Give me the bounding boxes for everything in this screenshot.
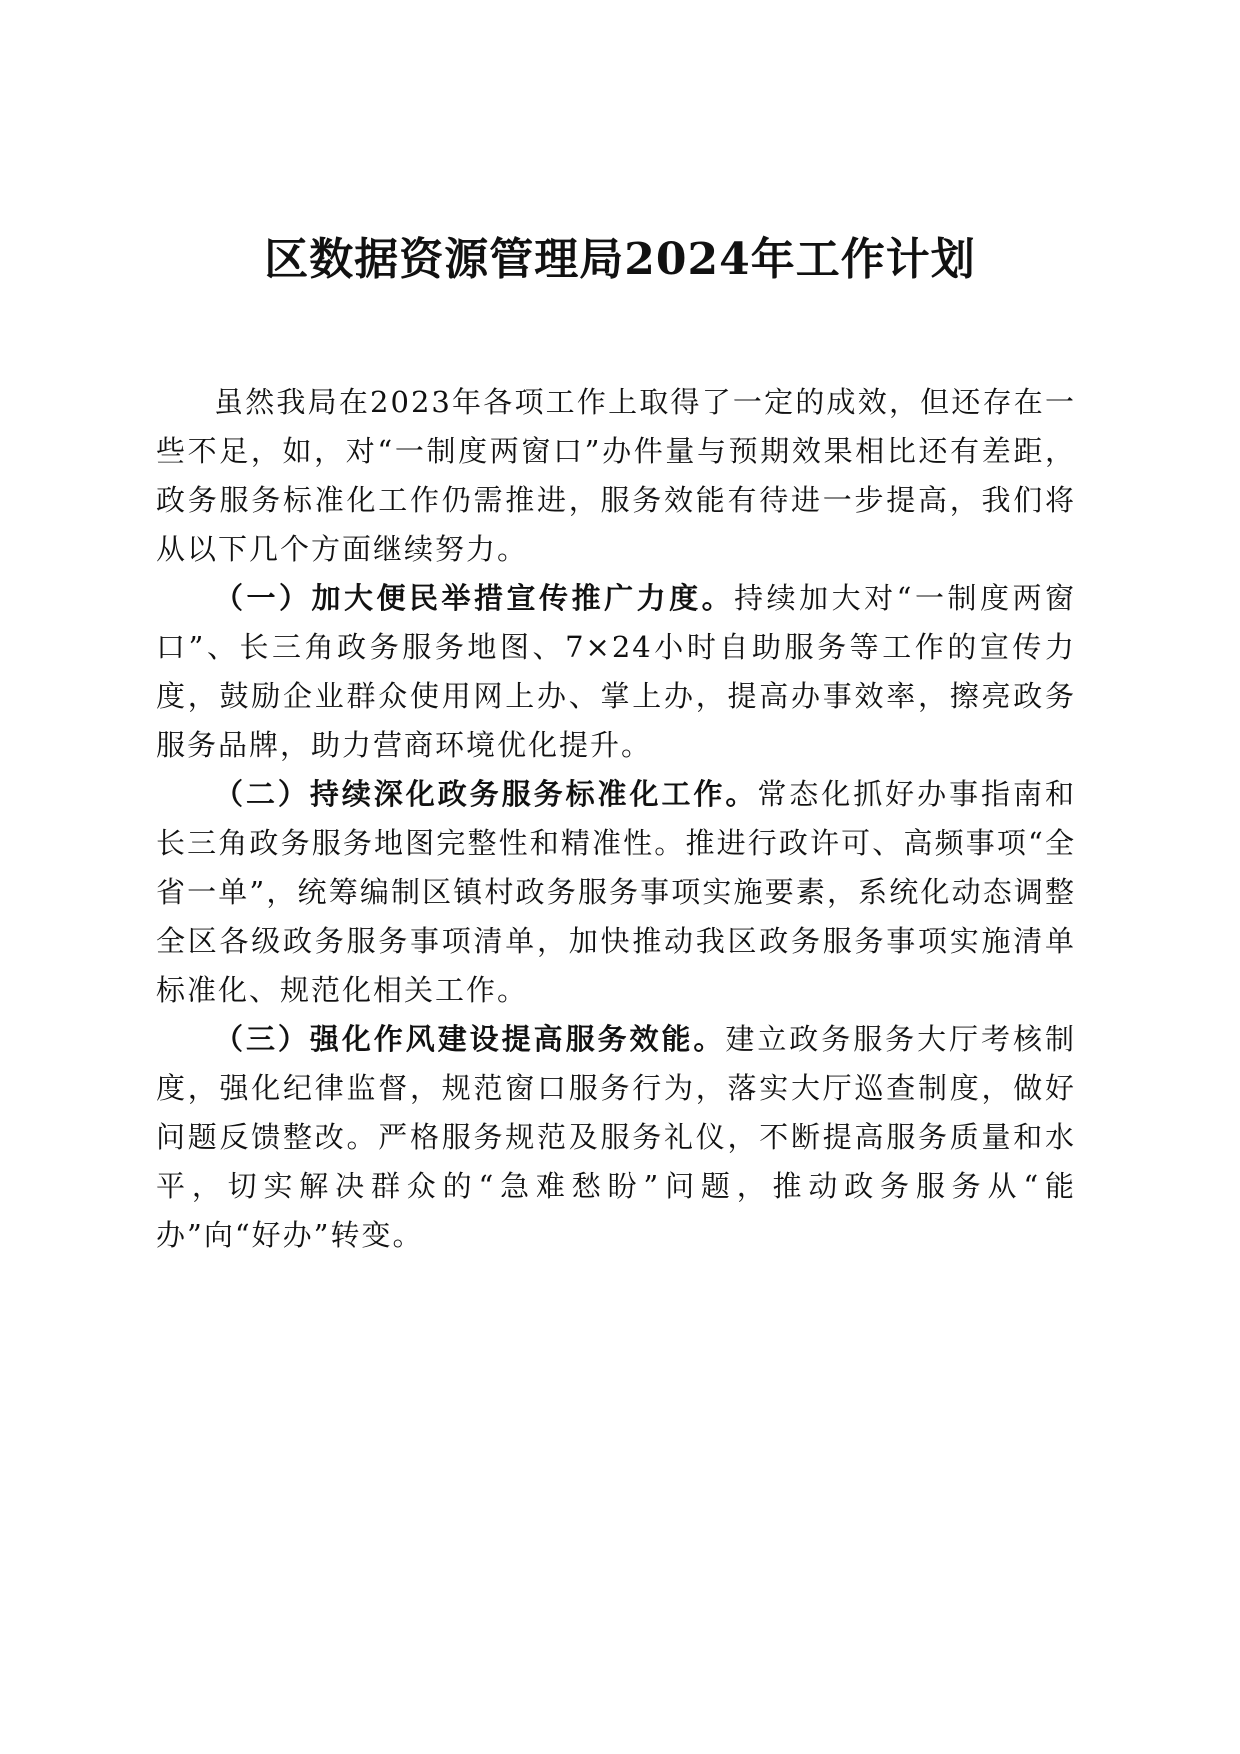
section-paragraph-1 [156, 574, 1076, 770]
section-text-3: 建立政务服务大厅考核制度，强化纪律监督，规范窗口服务行为，落实大厅巡查制度，做好问题反馈整改。严格服务规范及服务礼仪，不断提高服务质量和水平，切实解决群众的“急难愁盼”问题，推动政务服务从“能办”向“好办”转变。 [156, 1022, 1076, 1252]
page-title: 区数据资源管理局2024年工作计划 [264, 234, 976, 285]
section-heading-1: （一）加大便民举措宣传推广力度。 [214, 581, 735, 615]
section-text-1: 持续加大对“一制度两窗口”、长三角政务服务地图、7×24小时自助服务等工作的宣传力度，鼓励企业群众使用网上办、掌上办，提高办事效率，擦亮政务服务品牌，助力营商环境优化提升。 [156, 581, 1076, 762]
intro-paragraph: 虽然我局在2023年各项工作上取得了一定的成效，但还存在一些不足，如，对“一制度两窗口”办件量与预期效果相比还有差距，政务服务标准化工作仍需推进，服务效能有待进一步提高，我们将从以下几个方面继续努力。 [156, 385, 1076, 566]
section-paragraph-2 [156, 770, 1076, 1015]
document-body [156, 378, 1076, 1260]
section-text-2: 常态化抓好办事指南和长三角政务服务地图完整性和精准性。推进行政许可、高频事项“全省一单”，统筹编制区镇村政务服务事项实施要素，系统化动态调整全区各级政务服务事项清单，加快推动我区政务服务事项实施清单标准化、规范化相关工作。 [156, 777, 1076, 1007]
section-heading-2: （二）持续深化政务服务标准化工作。 [214, 777, 758, 811]
section-heading-3: （三）强化作风建设提高服务效能。 [214, 1022, 726, 1056]
section-paragraph-3 [156, 1015, 1076, 1260]
